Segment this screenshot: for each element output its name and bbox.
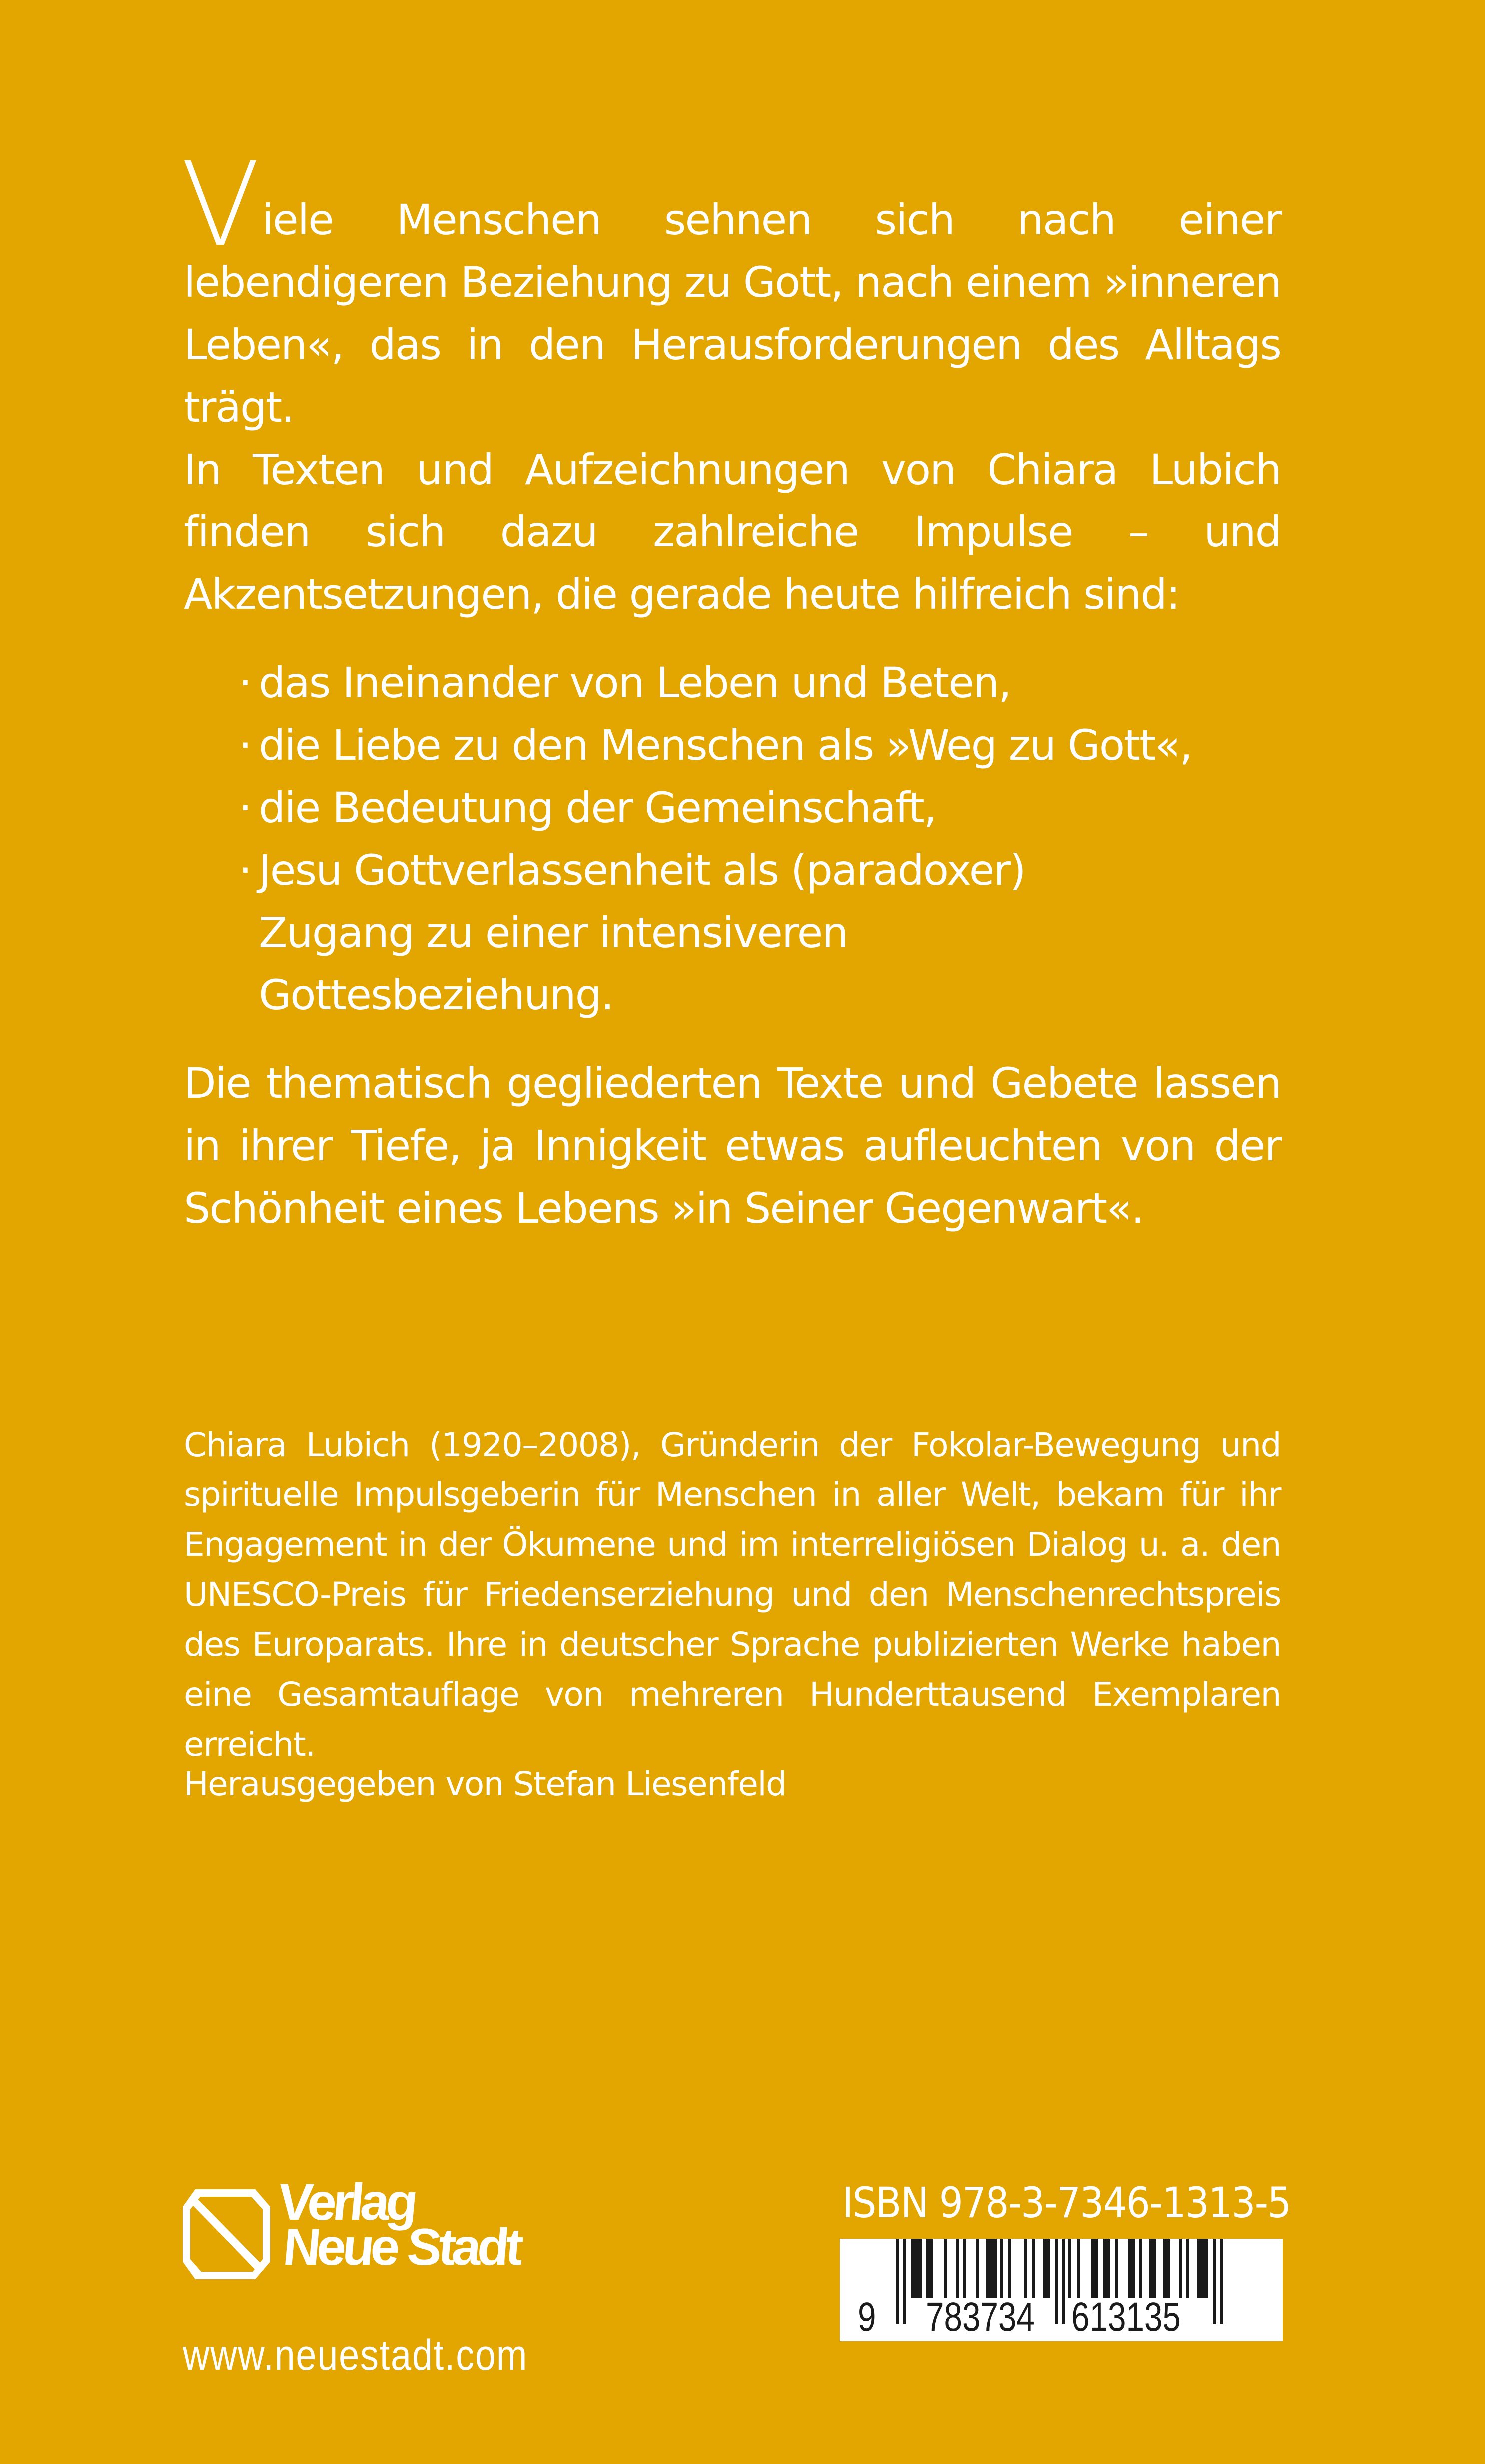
verlag-neue-stadt-logo-icon xyxy=(180,2187,273,2282)
bullet-item xyxy=(239,777,1281,839)
bullet-item xyxy=(239,714,1281,777)
bullet-list xyxy=(184,652,1281,1026)
blurb-intro-text: iele Menschen sehnen sich nach einer lebendigeren Beziehung zu Gott, nach einem »inneren Leben«, das in den Herausforderungen des Alltags trägt. xyxy=(184,195,1281,432)
barcode-digits-right: 613135 xyxy=(1071,2294,1181,2340)
editor-credit: Herausgegeben von Stefan Liesenfeld xyxy=(184,1765,786,1803)
author-bio xyxy=(184,1420,1281,1770)
barcode-bars-icon xyxy=(840,2239,1283,2341)
blurb-closing: Die thematisch gegliederten Texte und Gebete lassen in ihrer Tiefe, ja Innigkeit etwas aufleuchten von der Schönheit eines Lebens »in Seiner Gegenwart«. xyxy=(184,1059,1281,1233)
isbn-label: ISBN 978-3-7346-1313-5 xyxy=(842,2178,1291,2227)
bullet-text: das Ineinander von Leben und Beten, xyxy=(259,658,1011,707)
bullet-dot-icon: · xyxy=(239,658,251,707)
blurb-intro xyxy=(181,137,1281,439)
barcode-digits-left: 783734 xyxy=(926,2294,1035,2340)
bullet-text: die Liebe zu den Menschen als »Weg zu Gott«, xyxy=(259,721,1192,770)
blurb xyxy=(181,137,1281,1240)
bullet-dot-icon: · xyxy=(239,721,251,770)
barcode xyxy=(840,2239,1283,2341)
author-bio-text: Chiara Lubich (1920–2008), Gründerin der Fokolar-Bewegung und spirituelle Impulsgeberin für Menschen in aller Welt, bekam für ihr Engagement in der Ökumene und im interreligiösen Dialog u. a. den UNESCO-Preis für Friedenserziehung und den Menschenrechtspreis des Europarats. Ihre in deutscher Sprache publizierten Werke haben eine Gesamtauflage von mehreren Hunderttausend Exemplaren erreicht. xyxy=(184,1426,1281,1764)
publisher-logo xyxy=(180,2173,630,2287)
bullet-dot-icon: · xyxy=(239,846,251,895)
bullet-text: Jesu Gottverlassenheit als (paradoxer) Zugang zu einer intensiveren Gottesbeziehung. xyxy=(259,846,1025,1019)
bullet-dot-icon: · xyxy=(239,783,251,832)
drop-cap: V xyxy=(181,137,260,272)
publisher-url[interactable]: www.neuestadt.com xyxy=(183,2331,528,2379)
publisher-wordmark xyxy=(275,2173,522,2276)
bullet-item xyxy=(239,839,1108,1026)
bullet-text: die Bedeutung der Gemeinschaft, xyxy=(259,783,936,832)
bullet-item xyxy=(239,652,1281,714)
barcode-digit-first: 9 xyxy=(858,2294,876,2340)
blurb-lead-in: In Texten und Aufzeichnungen von Chiara Lubich finden sich dazu zahlreiche Impulse – und Akzentsetzungen, die gerade heute hilfreich sind: xyxy=(184,445,1281,619)
publisher-name-line1: Verlag xyxy=(275,2173,417,2231)
publisher-name-line2: Neue Stadt xyxy=(279,2218,522,2276)
